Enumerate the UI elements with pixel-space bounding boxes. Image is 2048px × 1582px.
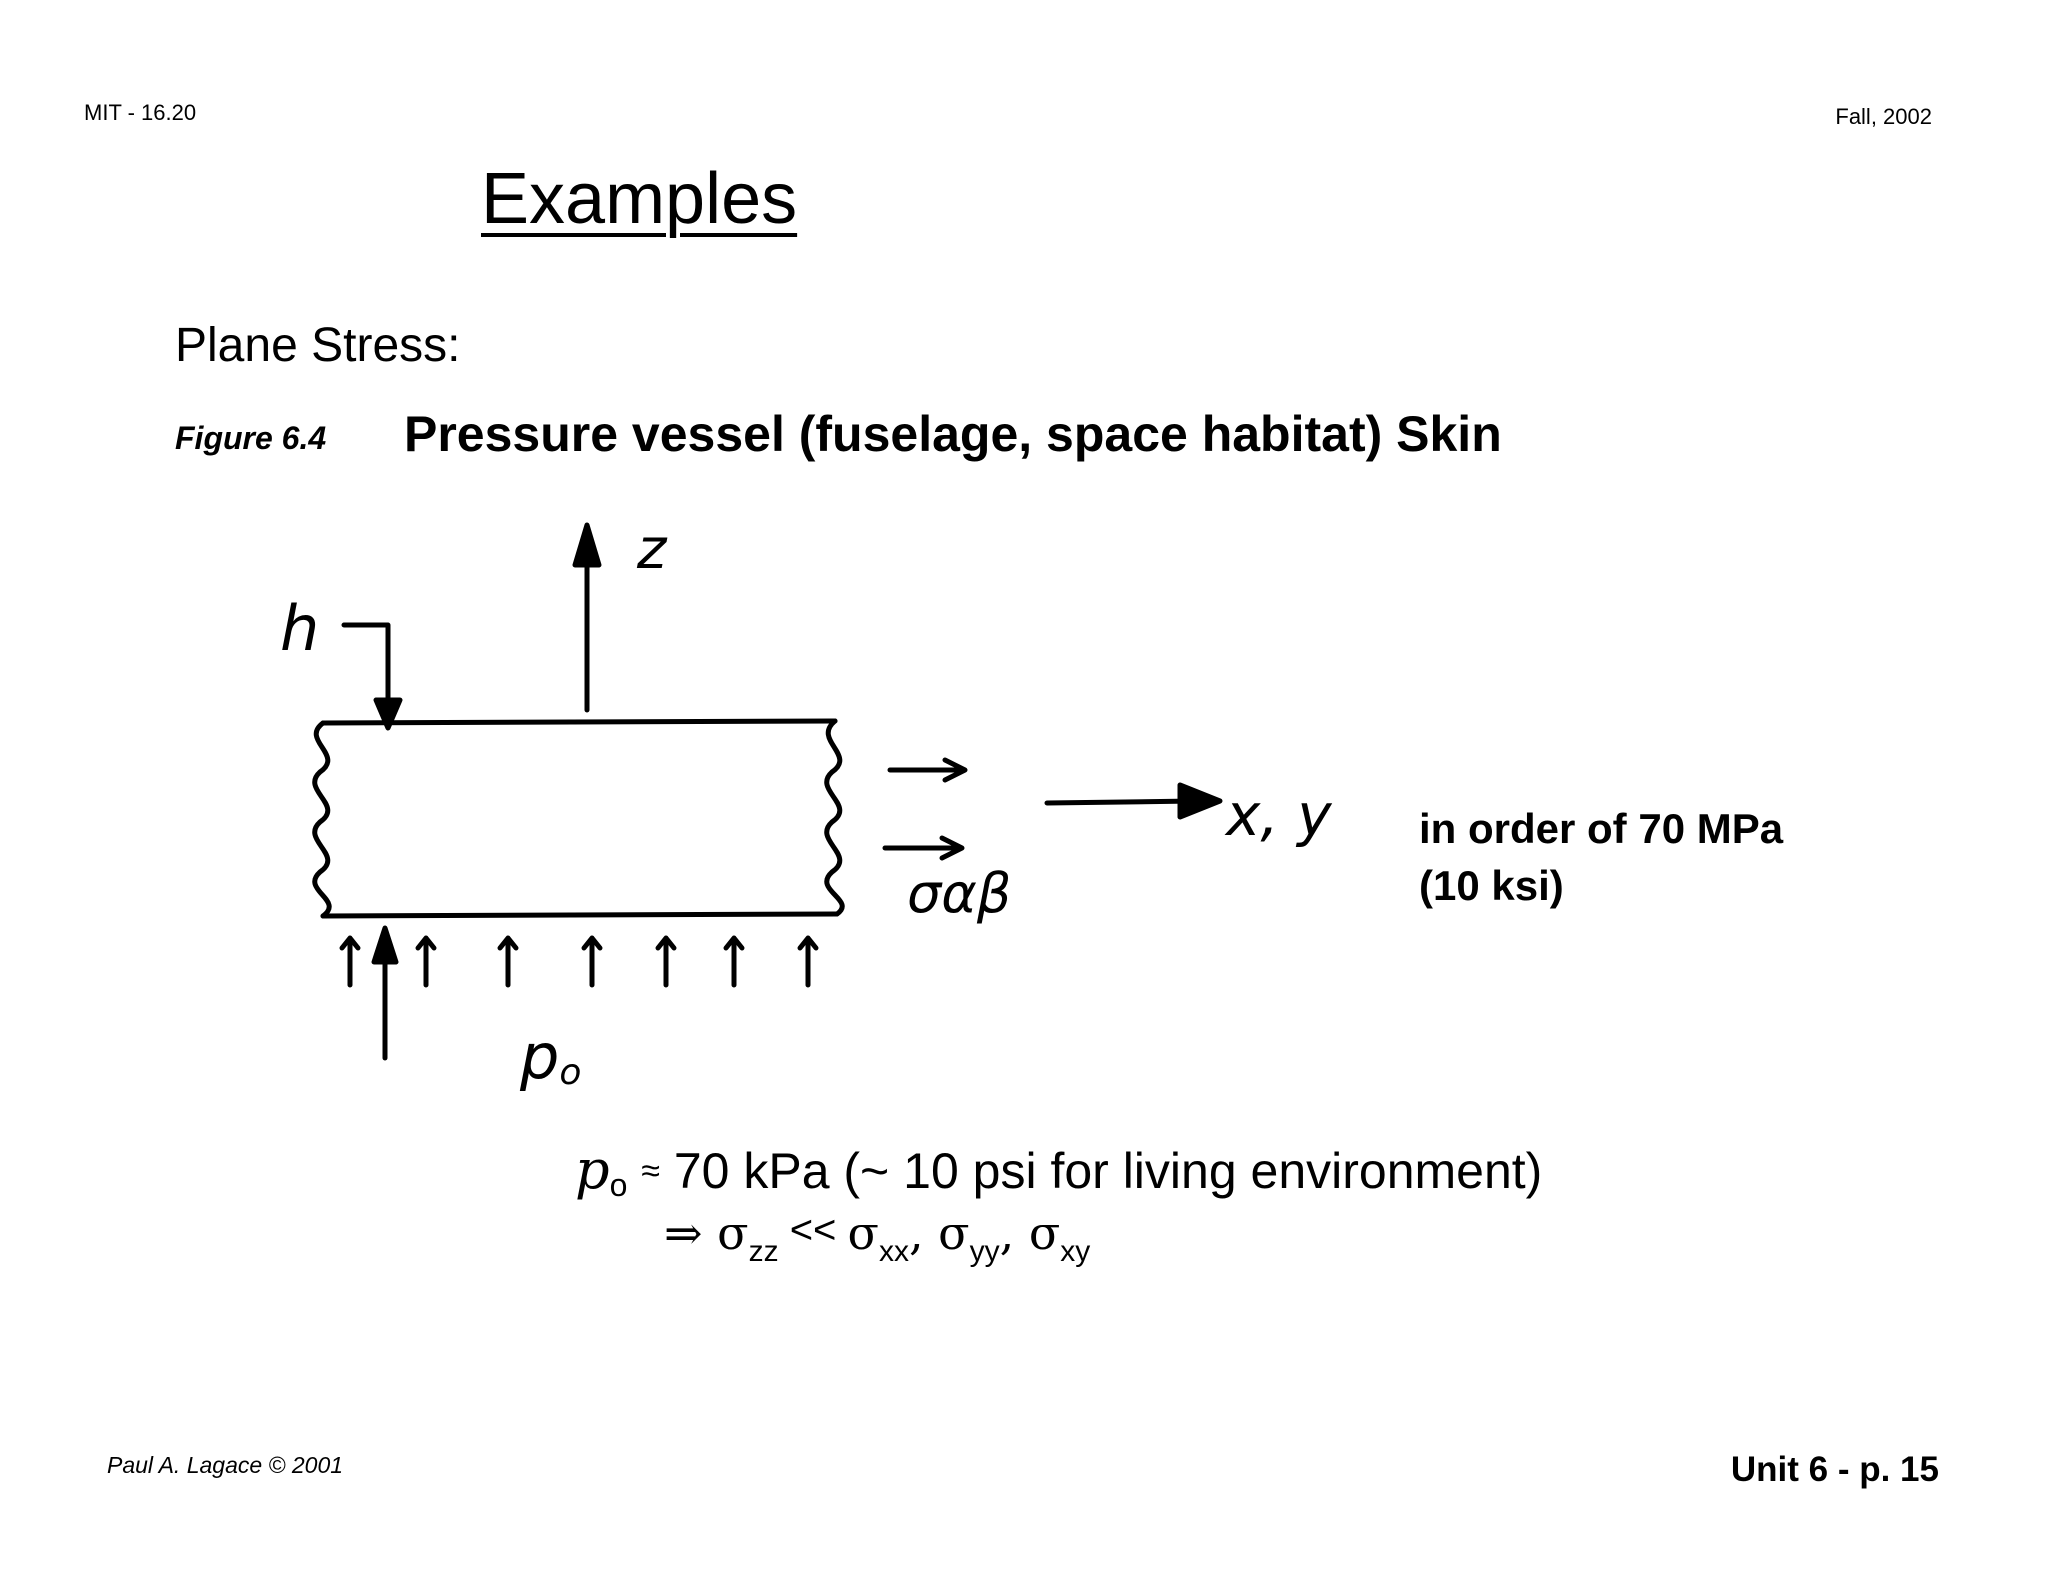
sigma-yy: , σ [908,1206,970,1260]
course-label: MIT - 16.20 [84,100,197,125]
pressure-label-main: p [520,1020,560,1093]
pressure-value-text: 70 kPa (~ 10 psi for living environment) [659,1143,1543,1199]
xy-axis-arrow [1047,801,1195,803]
sigma-xx: σ [847,1206,879,1260]
pressure-arrows-row [342,938,816,985]
stress-label: σαβ [907,862,1012,925]
section-heading: Plane Stress: [175,319,461,372]
implies-sigma: ⇒ σ [664,1206,749,1260]
pressure-label-sub: o [559,1052,582,1093]
figure-title: Pressure vessel (fuselage, space habitat) Skin [404,406,1502,462]
term-label: Fall, 2002 [1835,104,1932,129]
note-line-1: in order of 70 MPa [1419,805,1784,852]
figure-label: Figure 6.4 [175,420,327,456]
pressure-subscript: o [609,1167,628,1203]
pressure-equation [575,1138,1542,1204]
footer-author: Paul A. Lagace © 2001 [107,1452,344,1478]
sub-yy: yy [969,1235,1000,1268]
thickness-label: h [280,592,320,665]
skin-right-cut-edge [827,721,843,914]
pressure-symbol: p [575,1138,610,1201]
z-axis-label: z [637,517,667,582]
much-less-than: << [778,1208,848,1252]
approx-symbol: ≈ [641,1152,660,1190]
footer-page-number: Unit 6 - p. 15 [1730,1450,1939,1489]
note-line-2: (10 ksi) [1419,862,1564,909]
stress-magnitude-note [1419,800,1783,914]
thickness-indicator [344,625,388,712]
xy-axis-label: x, y [1226,781,1332,849]
sigma-xy: , σ [999,1206,1061,1260]
stress-comparison-equation [664,1206,1090,1269]
sub-xy: xy [1060,1235,1091,1268]
skin-left-cut-edge [315,723,330,916]
sub-xx: xx [878,1235,909,1268]
pressure-label [519,1020,581,1093]
skin-bottom-edge [323,914,837,916]
page-title: Examples [481,159,798,239]
skin-top-edge [323,721,835,723]
sub-zz: zz [748,1235,779,1268]
